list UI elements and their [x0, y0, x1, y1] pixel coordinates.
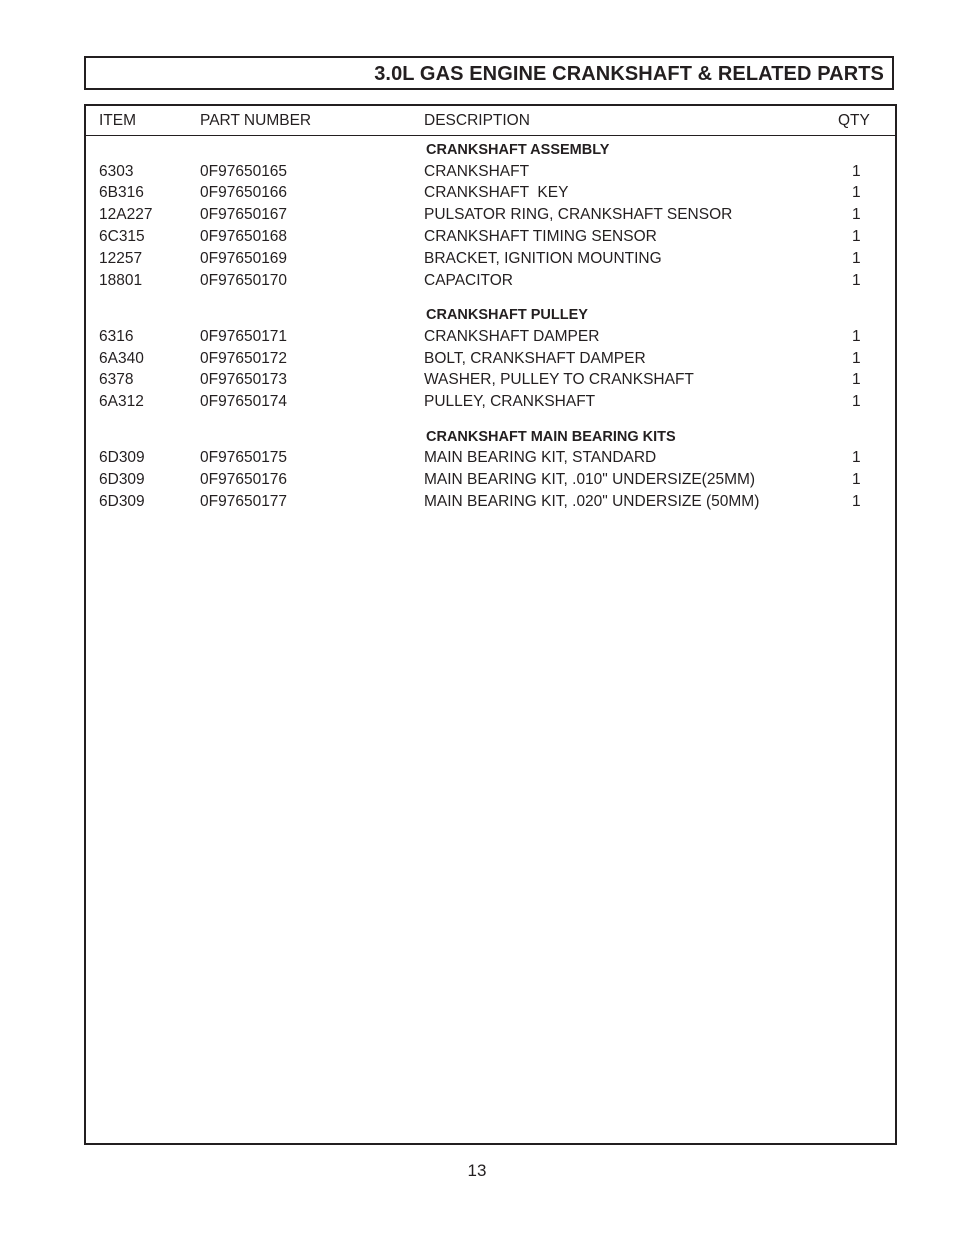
row-qty: 1 [852, 471, 861, 488]
row-item: 12A227 [99, 206, 153, 223]
row-item: 6A312 [99, 393, 144, 410]
row-part-number: 0F97650170 [200, 272, 288, 289]
row-qty: 1 [852, 250, 861, 267]
row-description: PULSATOR RING, CRANKSHAFT SENSOR [424, 206, 733, 223]
row-description: CRANKSHAFT [424, 163, 530, 180]
row-qty: 1 [852, 371, 861, 388]
row-part-number: 0F97650168 [200, 228, 288, 245]
row-qty: 1 [852, 393, 861, 410]
row-description: CRANKSHAFT DAMPER [424, 328, 600, 345]
row-description: MAIN BEARING KIT, STANDARD [424, 449, 657, 466]
row-part-number: 0F97650166 [200, 184, 288, 201]
row-qty: 1 [852, 272, 861, 289]
row-item: 6C315 [99, 228, 145, 245]
row-part-number: 0F97650177 [200, 493, 288, 510]
header-item: ITEM [99, 112, 137, 129]
row-qty: 1 [852, 163, 861, 180]
row-description: BRACKET, IGNITION MOUNTING [424, 250, 662, 267]
row-item: 6D309 [99, 493, 145, 510]
header-qty: QTY [838, 112, 870, 129]
page-title: 3.0L GAS ENGINE CRANKSHAFT & RELATED PARTS [374, 63, 884, 85]
row-description: MAIN BEARING KIT, .010" UNDERSIZE(25MM) [424, 471, 756, 488]
row-part-number: 0F97650171 [200, 328, 288, 345]
row-qty: 1 [852, 328, 861, 345]
row-item: 6316 [99, 328, 134, 345]
page-number: 13 [467, 1161, 487, 1180]
row-item: 6A340 [99, 350, 144, 367]
row-part-number: 0F97650167 [200, 206, 288, 223]
row-description: CRANKSHAFT KEY [424, 184, 569, 201]
row-qty: 1 [852, 228, 861, 245]
section-title: CRANKSHAFT ASSEMBLY [426, 142, 610, 158]
row-description: CRANKSHAFT TIMING SENSOR [424, 228, 657, 245]
header-description: DESCRIPTION [424, 112, 530, 129]
row-qty: 1 [852, 493, 861, 510]
row-part-number: 0F97650165 [200, 163, 288, 180]
row-part-number: 0F97650176 [200, 471, 288, 488]
row-part-number: 0F97650174 [200, 393, 288, 410]
row-part-number: 0F97650169 [200, 250, 288, 267]
row-description: CAPACITOR [424, 272, 513, 289]
row-description: BOLT, CRANKSHAFT DAMPER [424, 350, 646, 367]
row-description: MAIN BEARING KIT, .020" UNDERSIZE (50MM) [424, 493, 760, 510]
header-part-number: PART NUMBER [200, 112, 312, 129]
row-item: 6378 [99, 371, 134, 388]
row-description: PULLEY, CRANKSHAFT [424, 393, 596, 410]
row-part-number: 0F97650173 [200, 371, 288, 388]
row-part-number: 0F97650175 [200, 449, 288, 466]
section-title: CRANKSHAFT MAIN BEARING KITS [426, 429, 676, 445]
row-qty: 1 [852, 350, 861, 367]
row-qty: 1 [852, 206, 861, 223]
row-item: 6B316 [99, 184, 144, 201]
table-header [86, 106, 895, 136]
title-box [84, 56, 894, 90]
row-part-number: 0F97650172 [200, 350, 288, 367]
row-item: 18801 [99, 272, 143, 289]
row-qty: 1 [852, 449, 861, 466]
row-item: 12257 [99, 250, 143, 267]
row-description: WASHER, PULLEY TO CRANKSHAFT [424, 371, 694, 388]
row-item: 6303 [99, 163, 134, 180]
row-item: 6D309 [99, 471, 145, 488]
parts-table [84, 104, 897, 1145]
row-qty: 1 [852, 184, 861, 201]
row-item: 6D309 [99, 449, 145, 466]
section-title: CRANKSHAFT PULLEY [426, 307, 588, 323]
